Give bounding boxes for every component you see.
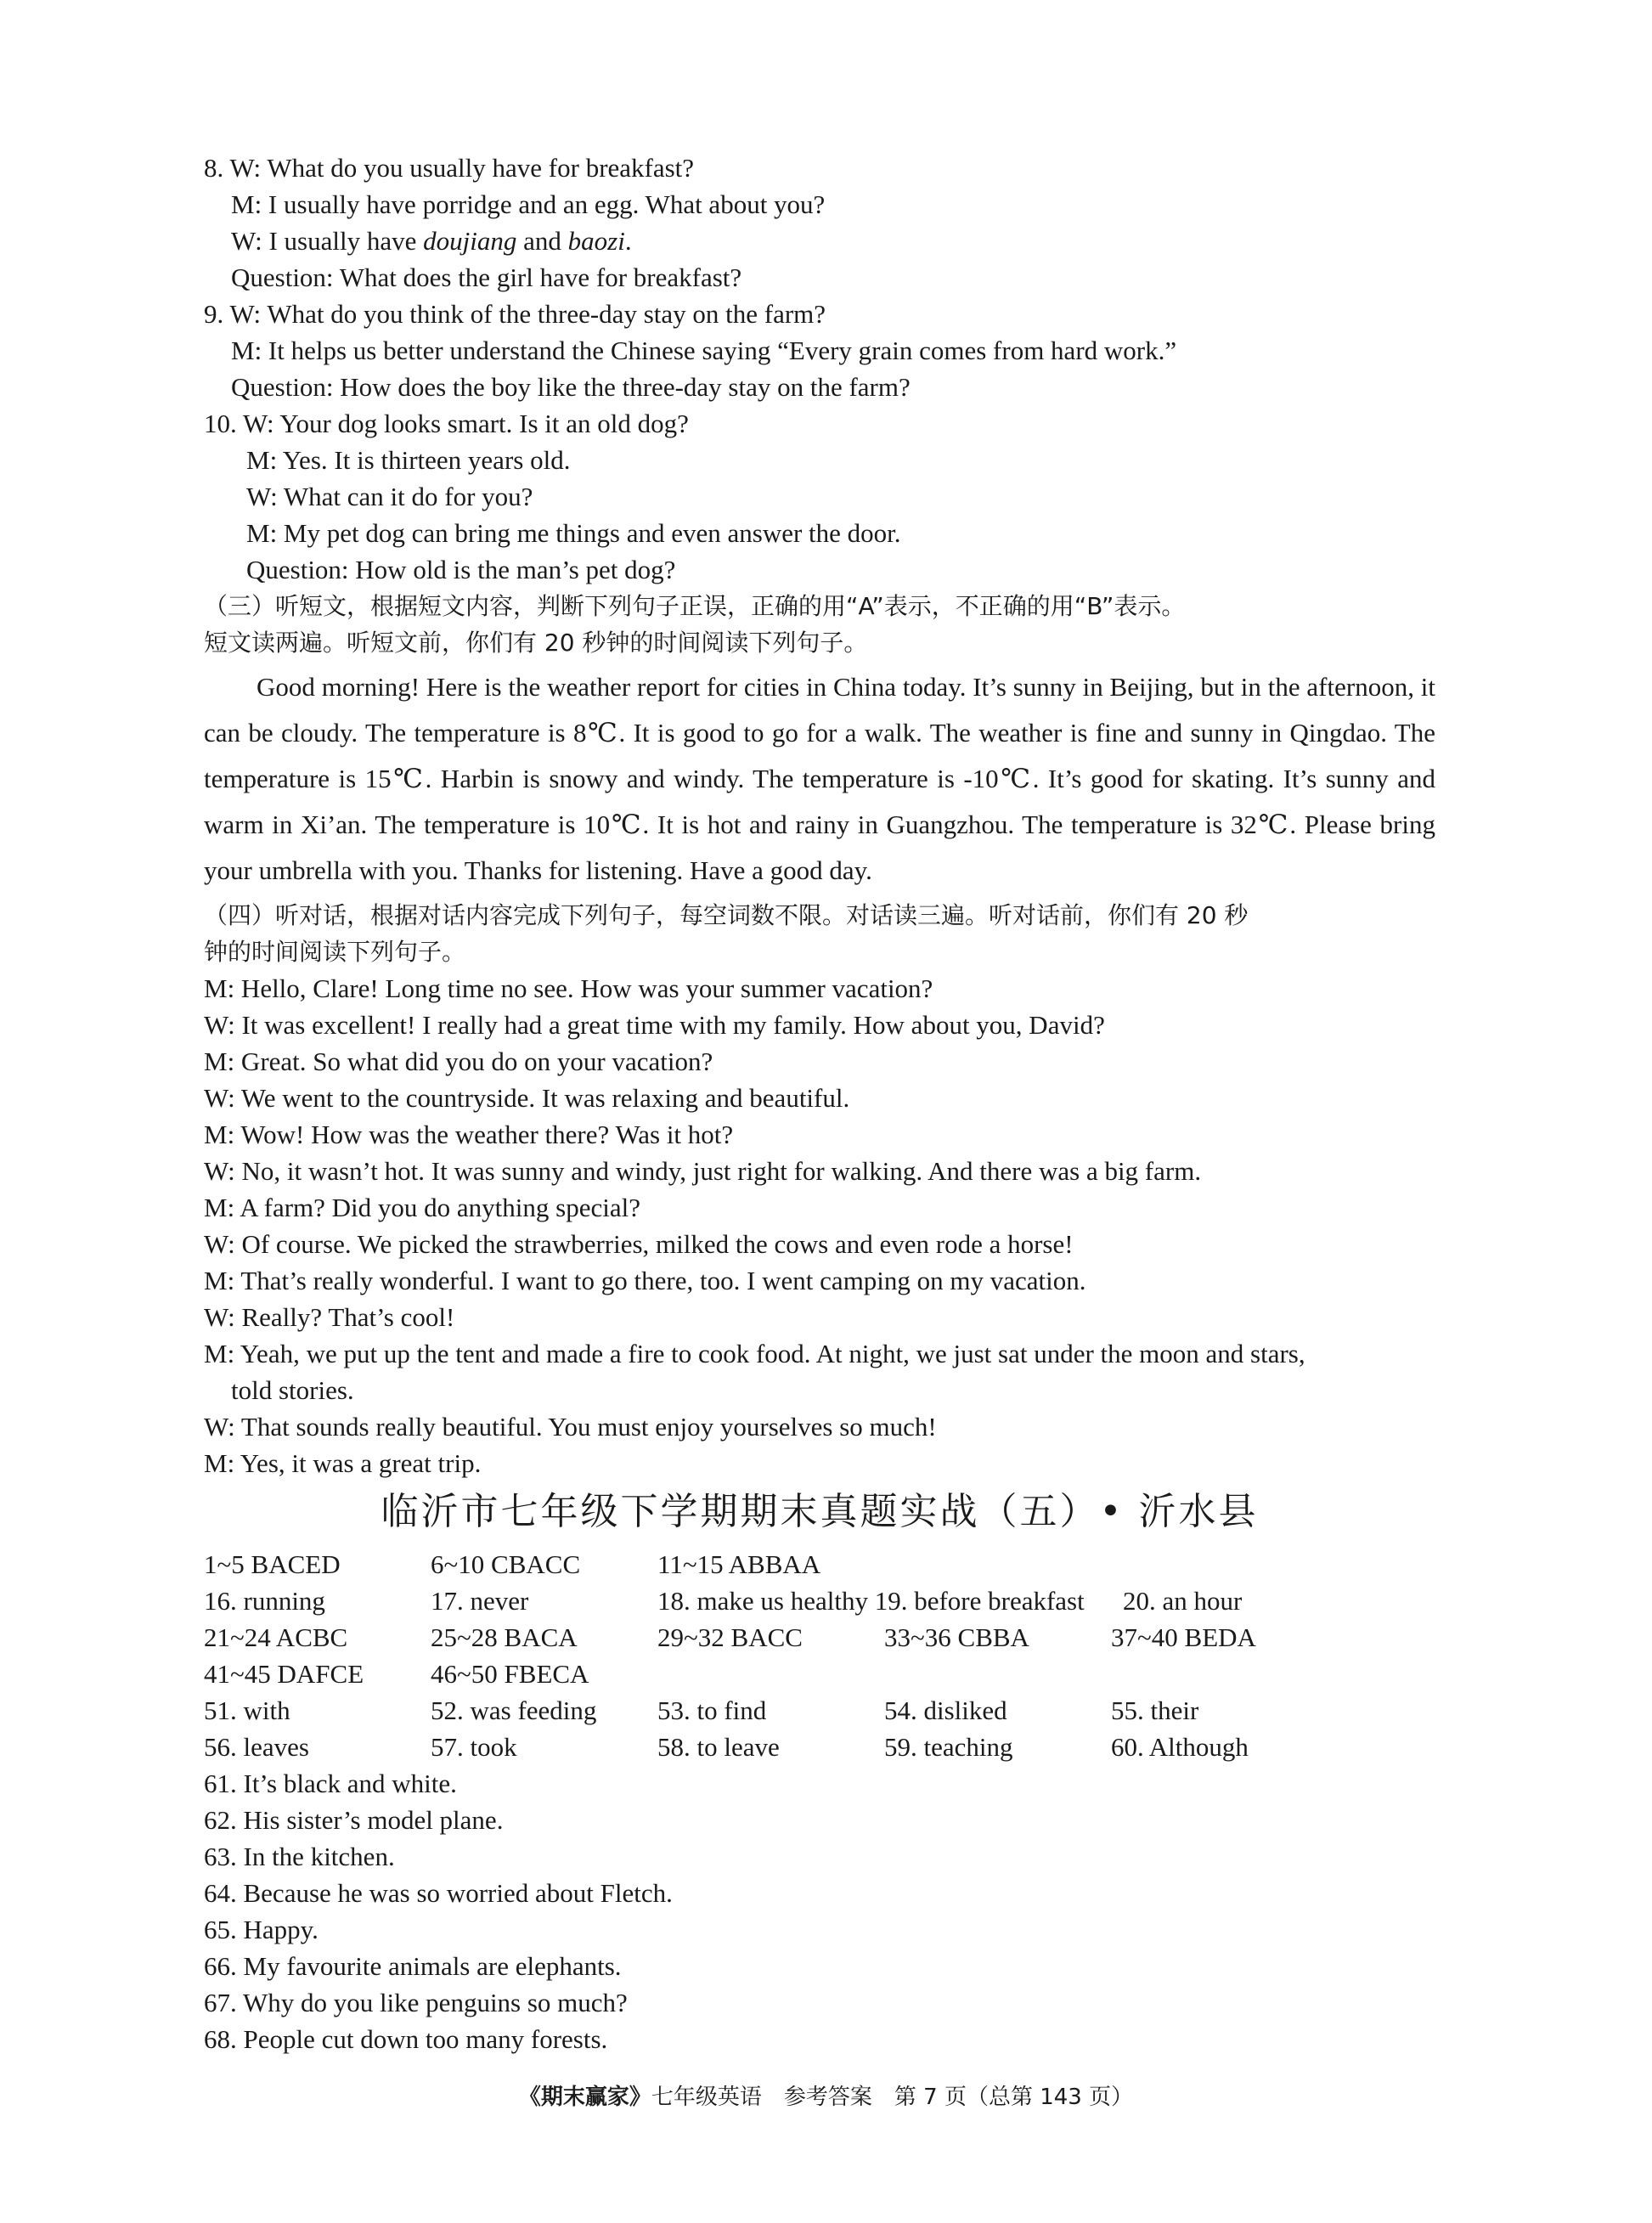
footer-page-info: 七年级英语 参考答案 第 7 页（总第 143 页）	[651, 2085, 1134, 2110]
page-footer	[0, 2079, 1652, 2111]
answer-item: 11~15 ABBAA	[657, 1549, 821, 1579]
answer-item: 1~5 BACED	[204, 1549, 341, 1579]
answer-item: 41~45 DAFCE	[204, 1659, 364, 1689]
section-3-heading-2: 短文读两遍。听短文前，你们有 20 秒钟的时间阅读下列句子。	[204, 629, 868, 657]
answer-item: 58. to leave	[657, 1732, 780, 1762]
short-answer: 68. People cut down too many forests.	[204, 2024, 608, 2054]
answers-grid	[204, 1546, 1435, 1765]
conversation-line: M: Yes, it was a great trip.	[204, 1448, 482, 1478]
answer-item: 29~32 BACC	[657, 1622, 803, 1652]
conversation-line: W: Really? That’s cool!	[204, 1302, 455, 1332]
conversation-line: W: No, it wasn’t hot. It was sunny and windy, just right for walking. And there was a big farm.	[204, 1156, 1202, 1186]
answer-item: 33~36 CBBA	[884, 1622, 1029, 1652]
dialogue-8-w: 8. W: What do you usually have for breakfast?	[204, 153, 695, 183]
weather-passage: Good morning! Here is the weather report for cities in China today. It’s sunny in Beijing, but in the afternoon, it can be cloudy. The temperature is 8℃. It is good to go for a walk. The weather is fine and sunny in Qingdao. The temperature is 15℃. Harbin is snowy and windy. The temperature is -10℃. It’s good for skating. It’s sunny and warm in Xi’an. The temperature is 10℃. It is hot and rainy in Guangzhou. The temperature is 32℃. Please bring your umbrella with you. Thanks for listening. Have a good day.	[204, 672, 1435, 885]
short-answer: 67. Why do you like penguins so much?	[204, 1988, 628, 2017]
conversation-line: M: Great. So what did you do on your vacation?	[204, 1047, 713, 1076]
conversation-line: W: That sounds really beautiful. You must enjoy yourselves so much!	[204, 1412, 937, 1442]
conversation-line: W: It was excellent! I really had a great time with my family. How about you, David?	[204, 1010, 1105, 1040]
conversation-line: W: We went to the countryside. It was relaxing and beautiful.	[204, 1083, 850, 1113]
answer-item: 54. disliked	[884, 1695, 1007, 1725]
dialogue-10-line-1: M: Yes. It is thirteen years old.	[246, 445, 571, 475]
dialogue-10-line-2: W: What can it do for you?	[246, 482, 533, 511]
answer-item: 37~40 BEDA	[1111, 1622, 1256, 1652]
section-4-heading-2: 钟的时间阅读下列句子。	[204, 938, 466, 966]
short-answer: 61. It’s black and white.	[204, 1769, 457, 1798]
dialogue-9-question: Question: How does the boy like the three-day stay on the farm?	[231, 372, 911, 402]
short-answer: 64. Because he was so worried about Fletch.	[204, 1878, 673, 1908]
answer-item: 60. Although	[1111, 1732, 1249, 1762]
short-answer: 66. My favourite animals are elephants.	[204, 1951, 622, 1981]
dialogue-10-question: Question: How old is the man’s pet dog?	[246, 555, 676, 584]
section-3-heading: （三）听短文，根据短文内容，判断下列句子正误，正确的用“A”表示，不正确的用“B”表示。	[204, 592, 1186, 620]
conversation-line: M: A farm? Did you do anything special?	[204, 1193, 640, 1222]
answer-item: 6~10 CBACC	[431, 1549, 581, 1579]
book-title: 《期末赢家》	[518, 2085, 651, 2110]
answer-item: 20. an hour	[1123, 1586, 1243, 1616]
dialogue-8-w2: W: I usually have doujiang and baozi.	[231, 226, 632, 256]
answer-item: 16. running	[204, 1586, 325, 1616]
answer-item: 17. never	[431, 1586, 529, 1616]
conversation-line-continued: told stories.	[231, 1375, 354, 1405]
answer-item: 21~24 ACBC	[204, 1622, 348, 1652]
answer-item: 25~28 BACA	[431, 1622, 578, 1652]
answer-item: 53. to find	[657, 1695, 767, 1725]
dialogue-10-w: 10. W: Your dog looks smart. Is it an old dog?	[204, 409, 689, 438]
section-4-heading: （四）听对话，根据对话内容完成下列句子，每空词数不限。对话读三遍。听对话前，你们有 20 秒	[204, 901, 1249, 929]
short-answer: 62. His sister’s model plane.	[204, 1805, 504, 1835]
answer-item: 59. teaching	[884, 1732, 1013, 1762]
answer-item: 46~50 FBECA	[431, 1659, 589, 1689]
dialogue-8-m: M: I usually have porridge and an egg. What about you?	[231, 189, 826, 219]
dialogue-9-w: 9. W: What do you think of the three-day stay on the farm?	[204, 299, 826, 329]
answer-item: 52. was feeding	[431, 1695, 597, 1725]
short-answer: 65. Happy.	[204, 1915, 319, 1944]
answer-item: 57. took	[431, 1732, 517, 1762]
dialogue-8-question: Question: What does the girl have for breakfast?	[231, 262, 742, 292]
conversation-line: M: Hello, Clare! Long time no see. How was your summer vacation?	[204, 973, 933, 1003]
answer-key-page	[204, 150, 1435, 2057]
answer-item: 56. leaves	[204, 1732, 309, 1762]
conversation-line: M: That’s really wonderful. I want to go there, too. I went camping on my vacation.	[204, 1266, 1086, 1295]
exam-title: 临沂市七年级下学期期末真题实战（五）• 沂水县	[381, 1490, 1259, 1533]
dialogue-10-line-3: M: My pet dog can bring me things and even answer the door.	[246, 518, 901, 548]
dialogue-9-m: M: It helps us better understand the Chinese saying “Every grain comes from hard work.”	[231, 336, 1177, 365]
conversation-line: M: Yeah, we put up the tent and made a fire to cook food. At night, we just sat under the moon and stars,	[204, 1339, 1305, 1368]
short-answer: 63. In the kitchen.	[204, 1842, 395, 1871]
conversation-line: W: Of course. We picked the strawberries, milked the cows and even rode a horse!	[204, 1229, 1074, 1259]
answer-item: 55. their	[1111, 1695, 1199, 1725]
answer-item: 18. make us healthy 19. before breakfast	[657, 1586, 1085, 1616]
answer-item: 51. with	[204, 1695, 290, 1725]
conversation-line: M: Wow! How was the weather there? Was it hot?	[204, 1120, 734, 1149]
